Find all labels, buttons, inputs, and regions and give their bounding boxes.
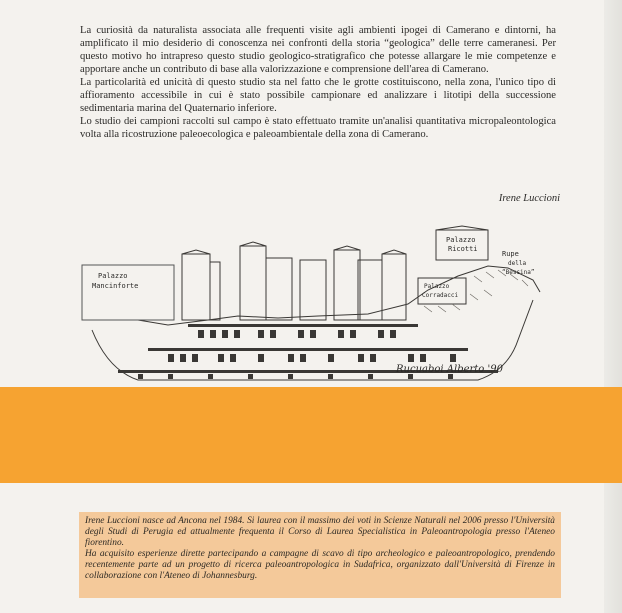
label-rupe-1: Rupe [502,250,519,258]
label-palazzo-mancinforte-1: Palazzo [98,272,128,280]
building-corradacci [418,278,466,304]
label-palazzo-ricotti-2: Ricotti [448,245,478,253]
building-mancinforte [82,265,174,320]
intro-paragraph-2: La particolarità ed unicità di questo studio sta nel fatto che le grotte costituiscono, nella zona, l'unico tipo di affioramento accessibile in cui è stato possibile campionare ed analizzare i litotipi della successione sedimentaria marina del Quaternario inferiore. [80,77,556,114]
label-palazzo-mancinforte-2: Mancinforte [92,282,139,290]
label-rupe-2: della [508,260,527,267]
bio-paragraph-1: Irene Luccioni nasce ad Ancona nel 1984. Si laurea con il massimo dei voti in Scienze Naturali nel 2006 presso l'Università degli Studi di Perugia ed attualmente frequenta il Corso di Laurea Specialistica in Paleoantropologia presso l'Ateneo fiorentino. [85,516,555,548]
cave-arches-row-2 [148,348,468,362]
author-signature: Irene Luccioni [498,193,560,204]
label-palazzo-corradacci-2: Corradacci [422,292,459,299]
page-edge [604,0,622,613]
bio-paragraph-2: Ha acquisito esperienze dirette partecipando a campagne di scavo di tipo archeologico e paleoantropologico, prendendo recentemente parte ad un progetto di ricerca paleoantropologica in Sudafrica, organizzato dall'Università di Firenze in collaborazione con l'Ateneo di Johannesburg. [85,549,555,581]
intro-paragraph-3: Lo studio dei campioni raccolti sul campo è stato effettuato tramite un'analisi quantitativa micropaleontologica volta alla ricostruzione paleoecologica e paleoambientale della zona di Camerano. [80,116,556,140]
intro-text [80,24,556,141]
author-bio-box [79,512,561,598]
label-rupe-3: “Bessina” [502,269,535,276]
label-palazzo-corradacci-1: Palazzo [424,283,450,290]
artist-signature: Rucuaboi Alberto '90 [396,364,503,375]
intro-paragraph-1: La curiosità da naturalista associata alle frequenti visite agli ambienti ipogei di Camerano e dintorni, ha amplificato il mio desiderio di conoscenza nei confronti della storia “geologica” delle terre cameranesi. Per questo motivo ho intrapreso questo studio geologico-stratigrafico che potesse allargare le mie competenze e apportare anche un contributo di base alla valorizzazione e comprensione dell'area di Camerano. [80,25,556,75]
label-palazzo-ricotti-1: Palazzo [446,236,476,244]
camerano-cross-section-drawing [78,220,548,385]
orange-band [0,387,622,483]
cave-arches-row-1 [188,324,418,338]
